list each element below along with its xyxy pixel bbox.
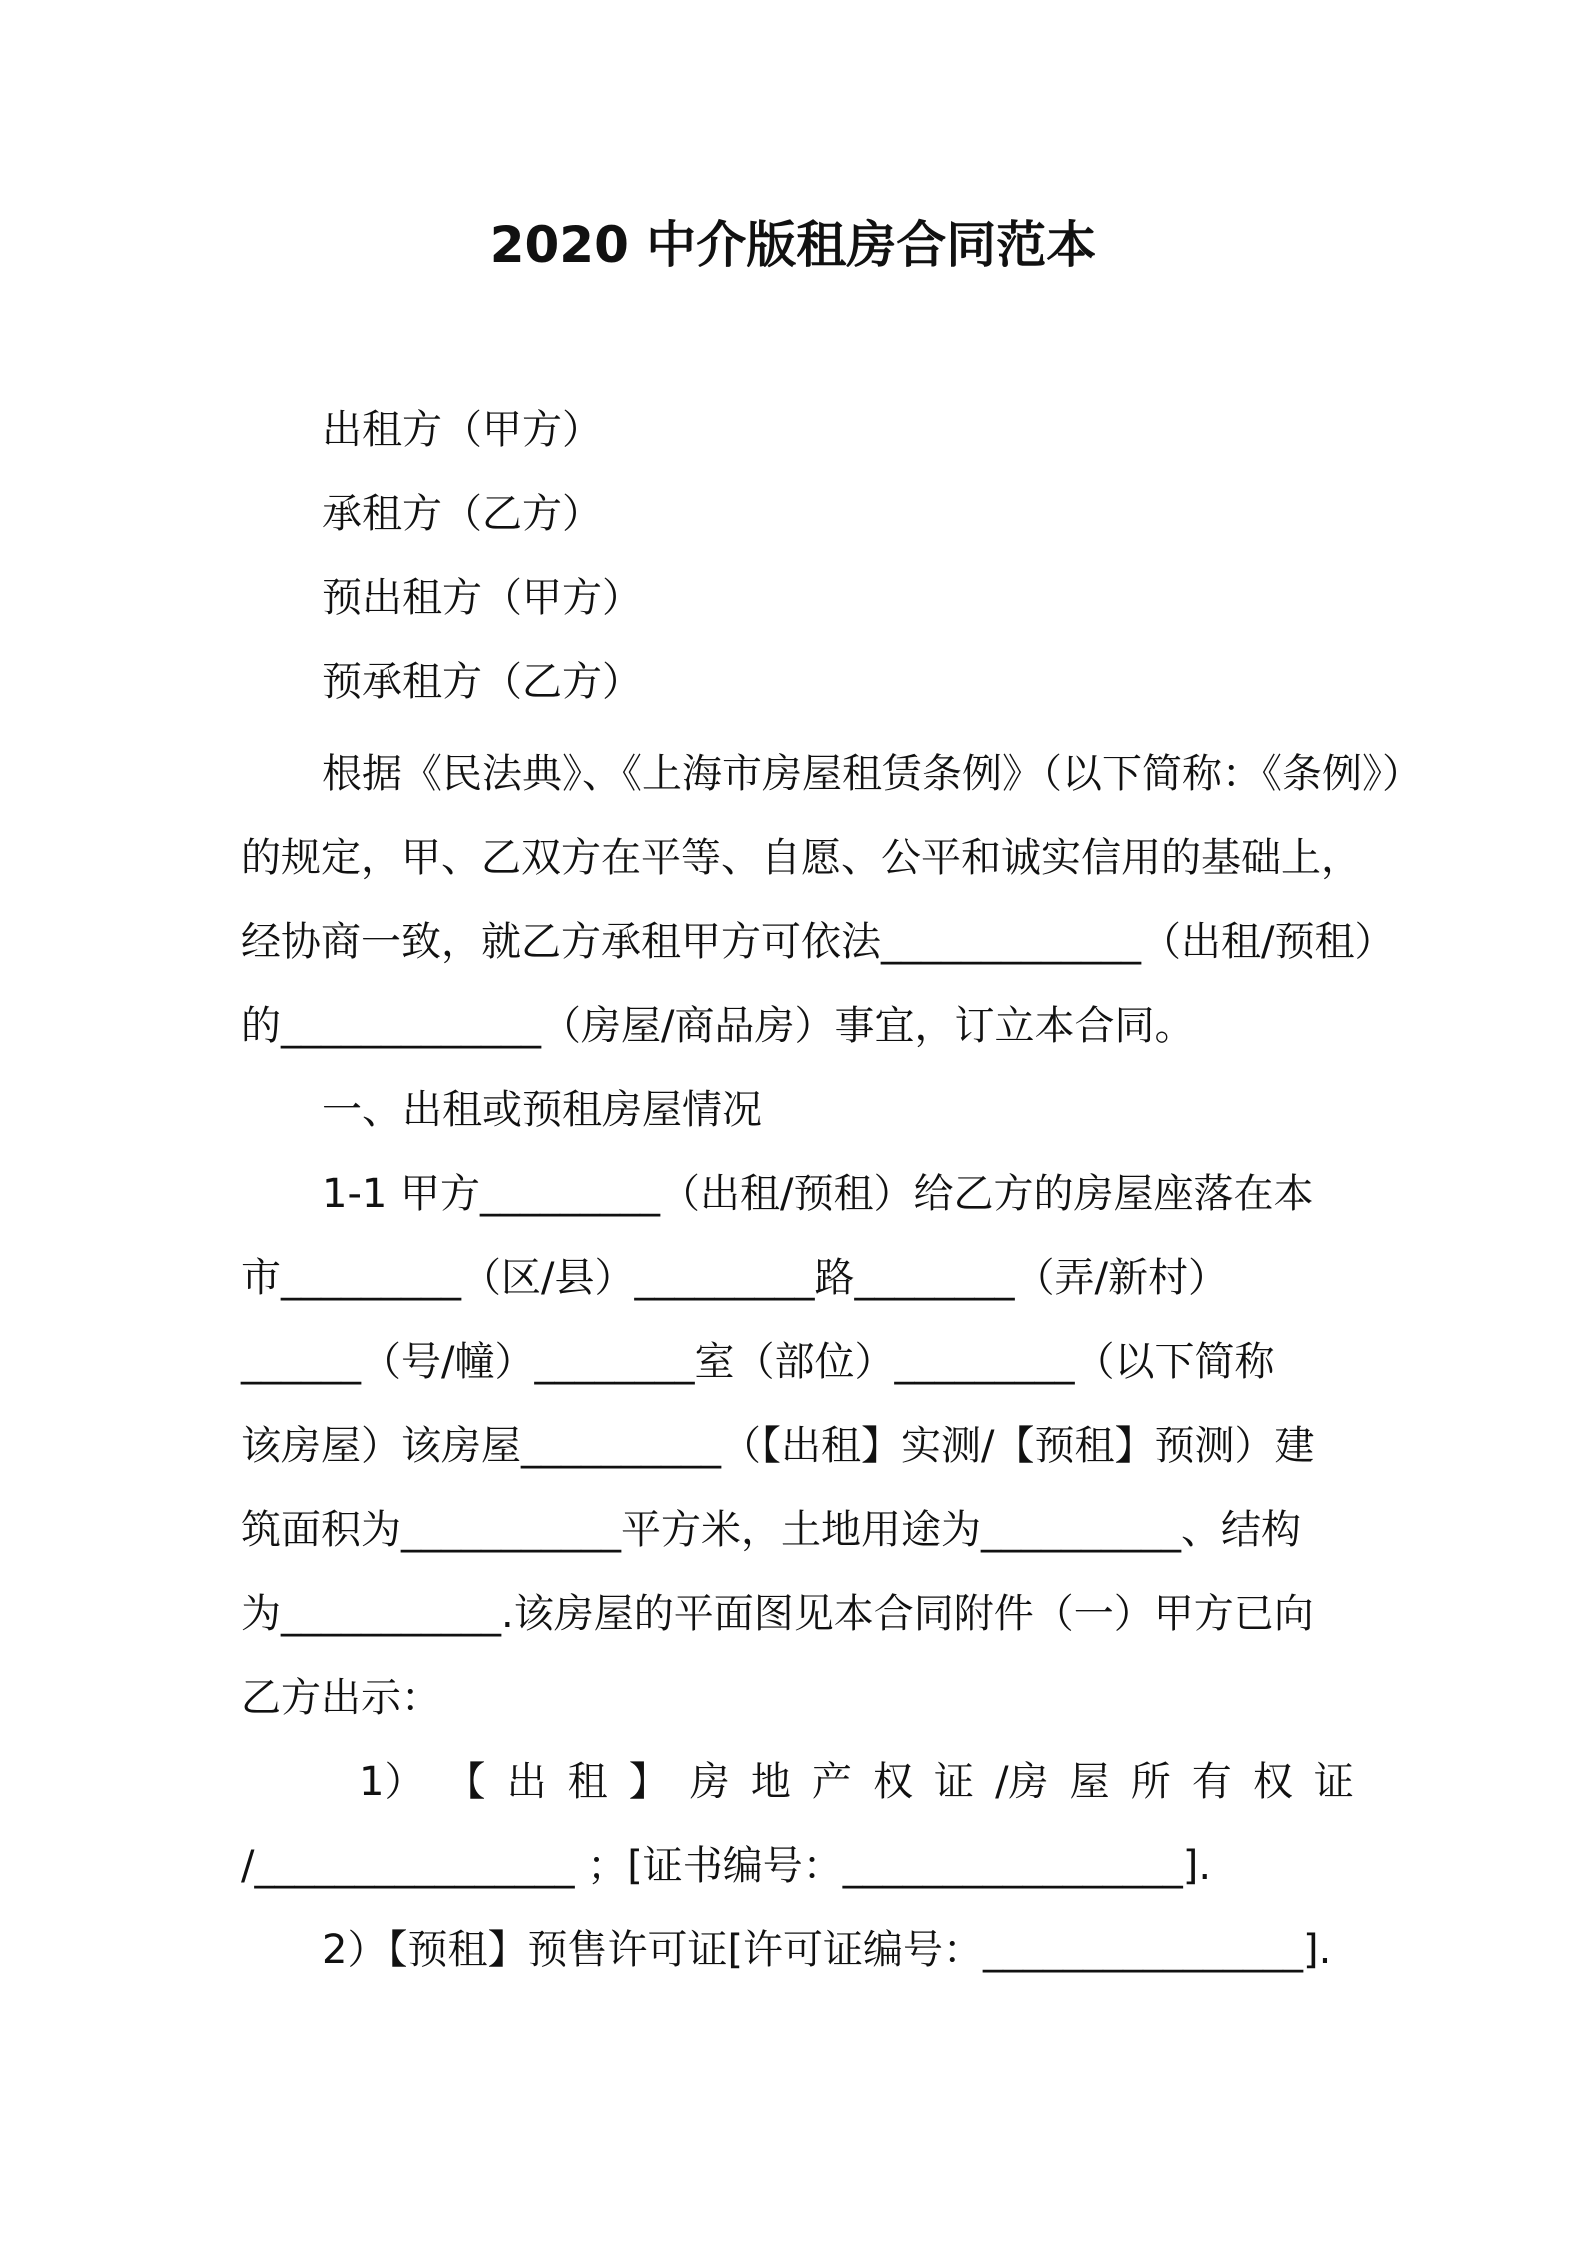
- party-pre-lessor: 预出租方（甲方）: [322, 575, 642, 621]
- preamble-line: 根据《民法典》、《上海市房屋租赁条例》（以下简称：《条例》）: [322, 751, 1422, 797]
- list-item-part: 【: [445, 1759, 486, 1805]
- list-item-part: /房: [995, 1759, 1049, 1805]
- clause-line: 1-1 甲方_________（出租/预租）给乙方的房屋座落在本: [322, 1171, 1314, 1217]
- preamble-line: 的规定，甲、乙双方在平等、自愿、公平和诚实信用的基础上，: [241, 835, 1361, 881]
- section-heading: 一、出租或预租房屋情况: [322, 1087, 762, 1133]
- list-item-part: 】: [628, 1759, 669, 1805]
- clause-line: 为___________.该房屋的平面图见本合同附件（一）甲方已向: [241, 1591, 1314, 1637]
- list-item-part: 有: [1191, 1759, 1232, 1805]
- list-item-part: 房: [689, 1759, 730, 1805]
- list-item-part: 证: [934, 1759, 975, 1805]
- list-item-part: 产: [811, 1759, 852, 1805]
- party-lessee: 承租方（乙方）: [322, 491, 602, 537]
- list-item-1: [241, 1754, 1354, 1810]
- list-item-1-continuation: /________________ ；[证书编号：_________________].: [241, 1843, 1212, 1889]
- list-item-part: 地: [750, 1759, 791, 1805]
- preamble-line: 的_____________（房屋/商品房）事宜，订立本合同。: [241, 1003, 1195, 1049]
- party-pre-lessee: 预承租方（乙方）: [322, 659, 642, 705]
- list-item-part: 所: [1130, 1759, 1171, 1805]
- list-item-part: 权: [1252, 1759, 1293, 1805]
- document-title: 2020 中介版租房合同范本: [489, 216, 1097, 274]
- list-item-part: 出: [506, 1759, 547, 1805]
- clause-line: 筑面积为___________平方米，土地用途为__________、结构: [241, 1507, 1301, 1553]
- preamble-line: 经协商一致，就乙方承租甲方可依法_____________（出租/预租）: [241, 919, 1395, 965]
- clause-line: 乙方出示：: [241, 1675, 441, 1721]
- list-item-2: 2）【预租】预售许可证[许可证编号：________________].: [322, 1927, 1332, 1973]
- list-item-part: 租: [567, 1759, 608, 1805]
- list-item-part: 屋: [1069, 1759, 1110, 1805]
- party-lessor: 出租方（甲方）: [322, 407, 602, 453]
- list-item-part: 权: [872, 1759, 913, 1805]
- clause-line: ______（号/幢）________室（部位）_________（以下简称: [241, 1339, 1275, 1385]
- clause-line: 该房屋）该房屋__________（【出租】实测/【预租】预测）建: [241, 1423, 1315, 1469]
- clause-line: 市_________（区/县）_________路________（弄/新村）: [241, 1255, 1228, 1301]
- list-item-part: 证: [1313, 1759, 1354, 1805]
- list-item-number: 1）: [359, 1759, 425, 1805]
